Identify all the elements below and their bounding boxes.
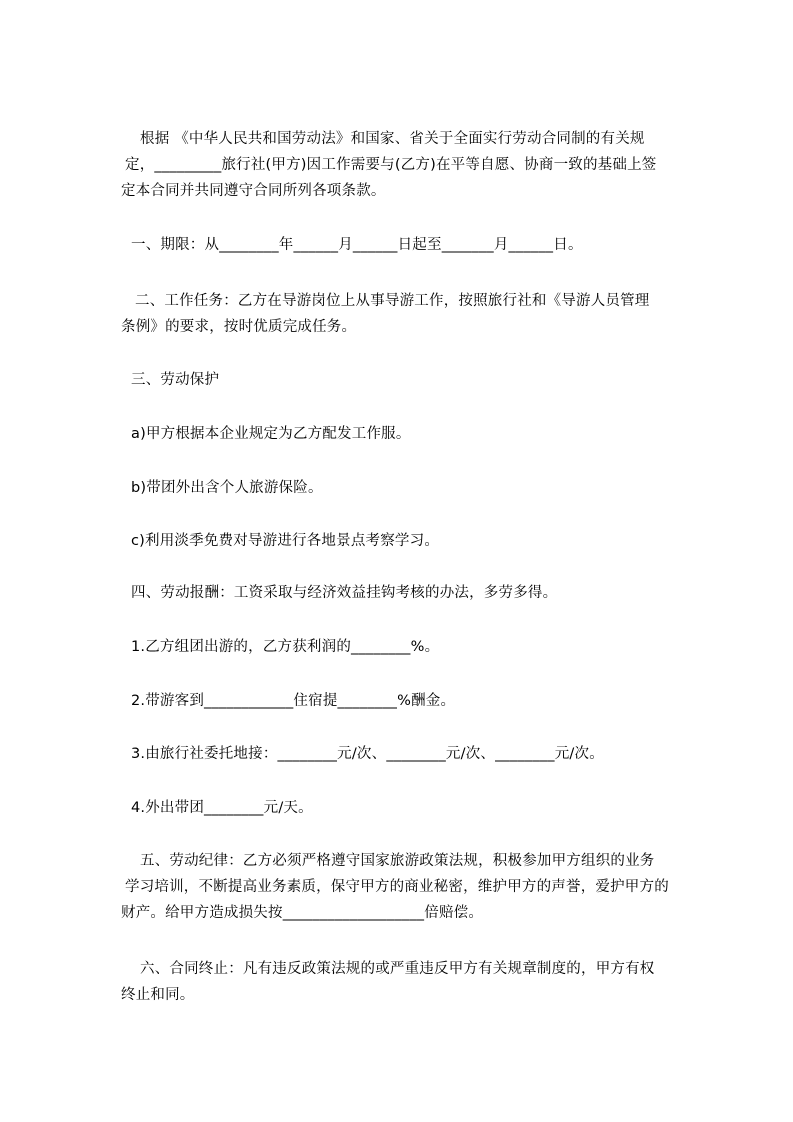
- pay-item-3-text: 3.由旅行社委托地接：________元/次、________元/次、________元/次。: [131, 746, 604, 762]
- clause-protection-heading: [131, 367, 711, 393]
- term-line: 一、期限：从________年______月______日起至_______月______日。: [131, 237, 583, 253]
- clause-pay-heading: [131, 580, 711, 606]
- discipline-line-1: 五、劳动纪律：乙方必须严格遵守国家旅游政策法规，积极参加甲方组织的业务: [140, 853, 655, 869]
- discipline-line-3: 财产。给甲方造成损失按___________________倍赔偿。: [121, 905, 484, 921]
- pay-item-1: [131, 634, 711, 660]
- protection-item-a-text: a)甲方根据本企业规定为乙方配发工作服。: [131, 426, 411, 442]
- protection-item-c-text: c)利用淡季免费对导游进行各地景点考察学习。: [131, 533, 440, 549]
- protection-item-b-text: b)带团外出含个人旅游保险。: [131, 480, 323, 496]
- termination-line-2: 终止和同。: [121, 987, 195, 1003]
- intro-line-1: 根据 《中华人民共和国劳动法》和国家、省关于全面实行劳动合同制的有关规: [140, 131, 645, 147]
- protection-item-a: [131, 421, 711, 447]
- intro-line-3: 定本合同并共同遵守合同所列各项条款。: [121, 183, 386, 199]
- pay-item-2-text: 2.带游客到____________住宿提________%酬金。: [131, 693, 456, 709]
- protection-item-b: [131, 475, 711, 501]
- clause-task: [121, 288, 711, 340]
- pay-item-2: [131, 688, 711, 714]
- pay-heading: 四、劳动报酬：工资采取与经济效益挂钩考核的办法，多劳多得。: [131, 585, 558, 601]
- task-line-2: 条例》的要求，按时优质完成任务。: [121, 319, 357, 335]
- clause-termination: [121, 956, 711, 1008]
- intro-line-2: 定，_________旅行社(甲方)因工作需要与(乙方)在平等自愿、协商一致的基础上签: [125, 157, 657, 173]
- clause-term: [131, 232, 711, 258]
- protection-heading: 三、劳动保护: [131, 372, 220, 388]
- intro-paragraph: [121, 126, 711, 204]
- task-line-1: 二、工作任务：乙方在导游岗位上从事导游工作，按照旅行社和《导游人员管理: [135, 293, 650, 309]
- protection-item-c: [131, 528, 711, 554]
- pay-item-4-text: 4.外出带团________元/天。: [131, 800, 313, 816]
- termination-line-1: 六、合同终止：凡有违反政策法规的或严重违反甲方有关规章制度的，甲方有权: [140, 961, 655, 977]
- pay-item-1-text: 1.乙方组团出游的，乙方获利润的________%。: [131, 639, 440, 655]
- clause-discipline: [121, 848, 711, 926]
- discipline-line-2: 学习培训，不断提高业务素质，保守甲方的商业秘密，维护甲方的声誉，爱护甲方的: [125, 879, 669, 895]
- pay-item-3: [131, 741, 711, 767]
- pay-item-4: [131, 795, 711, 821]
